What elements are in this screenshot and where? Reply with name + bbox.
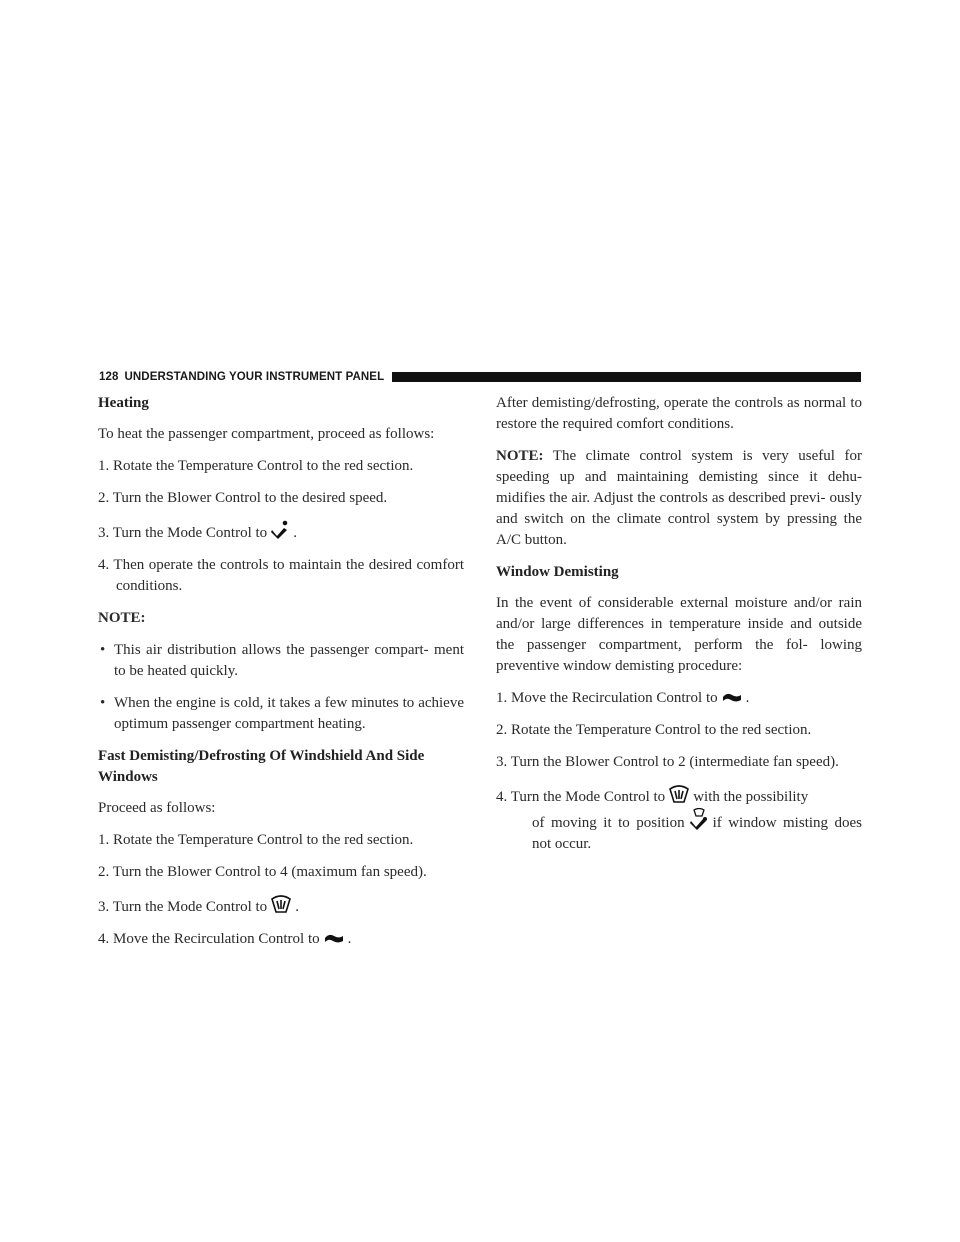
heating-bullet-2 bbox=[98, 693, 464, 735]
page-header bbox=[99, 369, 861, 385]
bullet-dot: • bbox=[100, 642, 106, 658]
section-title: UNDERSTANDING YOUR INSTRUMENT PANEL bbox=[124, 371, 385, 383]
heating-intro: To heat the passenger compartment, proceed as follows: bbox=[98, 426, 435, 442]
fast-defrost-step-1: 1. Rotate the Temperature Control to the red section. bbox=[98, 832, 414, 848]
right-column bbox=[496, 393, 862, 866]
after-note-label: NOTE: bbox=[496, 448, 544, 464]
period: . bbox=[295, 899, 299, 915]
heating-step-3 bbox=[98, 520, 464, 544]
fast-defrost-intro: Proceed as follows: bbox=[98, 800, 216, 816]
fast-defrost-step-3 bbox=[98, 894, 464, 918]
window-demisting-step-4-a: 4. Turn the Mode Control to bbox=[496, 789, 666, 805]
window-demisting-step-4 bbox=[496, 784, 862, 855]
period: . bbox=[347, 931, 352, 947]
heating-step-2: 2. Turn the Blower Control to the desired speed. bbox=[98, 490, 388, 506]
heating-step-4: 4. Then operate the controls to maintain the desired comfort conditions. bbox=[98, 557, 464, 594]
page-number: 128 bbox=[99, 371, 119, 383]
defrost-floor-mode-icon bbox=[688, 808, 710, 830]
heating-bullet-2-text: When the engine is cold, it takes a few minutes to achieve optimum passenger compartment heating. bbox=[114, 695, 464, 732]
after-note-text: The climate control system is very useful for speeding up and maintaining demisting since it dehu- midifies the air. Adjust the controls as described previ- ously and switch on the climate control system by pressing the A/C button. bbox=[496, 448, 862, 548]
window-demisting-step-4-b: with the possibility bbox=[693, 789, 809, 805]
window-demisting-heading: Window Demisting bbox=[496, 564, 619, 580]
fast-defrost-step-4-text: 4. Move the Recirculation Control to bbox=[98, 931, 320, 947]
fast-defrost-step-3-text: 3. Turn the Mode Control to bbox=[98, 899, 268, 915]
window-demisting-step-2: 2. Rotate the Temperature Control to the red section. bbox=[496, 722, 812, 738]
fast-defrost-step-4 bbox=[98, 929, 464, 950]
fast-defrost-step-2: 2. Turn the Blower Control to 4 (maximum fan speed). bbox=[98, 864, 427, 880]
fast-defrost-heading: Fast Demisting/Defrosting Of Windshield And Side Windows bbox=[98, 748, 425, 785]
window-demisting-step-4-c: of moving it to position bbox=[532, 815, 685, 831]
after-text: After demisting/defrosting, operate the controls as normal to restore the required comfort conditions. bbox=[496, 395, 862, 432]
heating-note-label: NOTE: bbox=[98, 610, 146, 626]
defrost-mode-icon bbox=[668, 784, 690, 804]
outside-air-icon bbox=[721, 691, 743, 705]
bullet-dot: • bbox=[100, 695, 106, 711]
outside-air-icon bbox=[323, 932, 345, 946]
header-rule bbox=[392, 372, 861, 382]
defrost-mode-icon bbox=[270, 894, 292, 914]
heating-step-1: 1. Rotate the Temperature Control to the red section. bbox=[98, 458, 414, 474]
period: . bbox=[293, 525, 297, 541]
window-demisting-step-1 bbox=[496, 688, 862, 709]
window-demisting-step-4-cont bbox=[514, 808, 862, 855]
heating-bullet-1 bbox=[98, 640, 464, 682]
heating-heading: Heating bbox=[98, 395, 149, 411]
window-demisting-step-4-d: if window misting does not occur. bbox=[532, 815, 862, 852]
floor-mode-icon bbox=[270, 520, 290, 540]
after-note bbox=[496, 446, 862, 551]
left-column bbox=[98, 393, 464, 961]
heating-bullet-1-text: This air distribution allows the passenger compart- ment to be heated quickly. bbox=[114, 642, 464, 679]
period: . bbox=[745, 690, 750, 706]
window-demisting-step-1-text: 1. Move the Recirculation Control to bbox=[496, 690, 718, 706]
heating-step-3-text: 3. Turn the Mode Control to bbox=[98, 525, 268, 541]
window-demisting-step-3: 3. Turn the Blower Control to 2 (intermediate fan speed). bbox=[496, 754, 839, 770]
window-demisting-intro: In the event of considerable external moisture and/or rain and/or large differences in temperature inside and outside the passenger compartment, perform the fol- lowing preventive window demisting procedure: bbox=[496, 595, 862, 674]
